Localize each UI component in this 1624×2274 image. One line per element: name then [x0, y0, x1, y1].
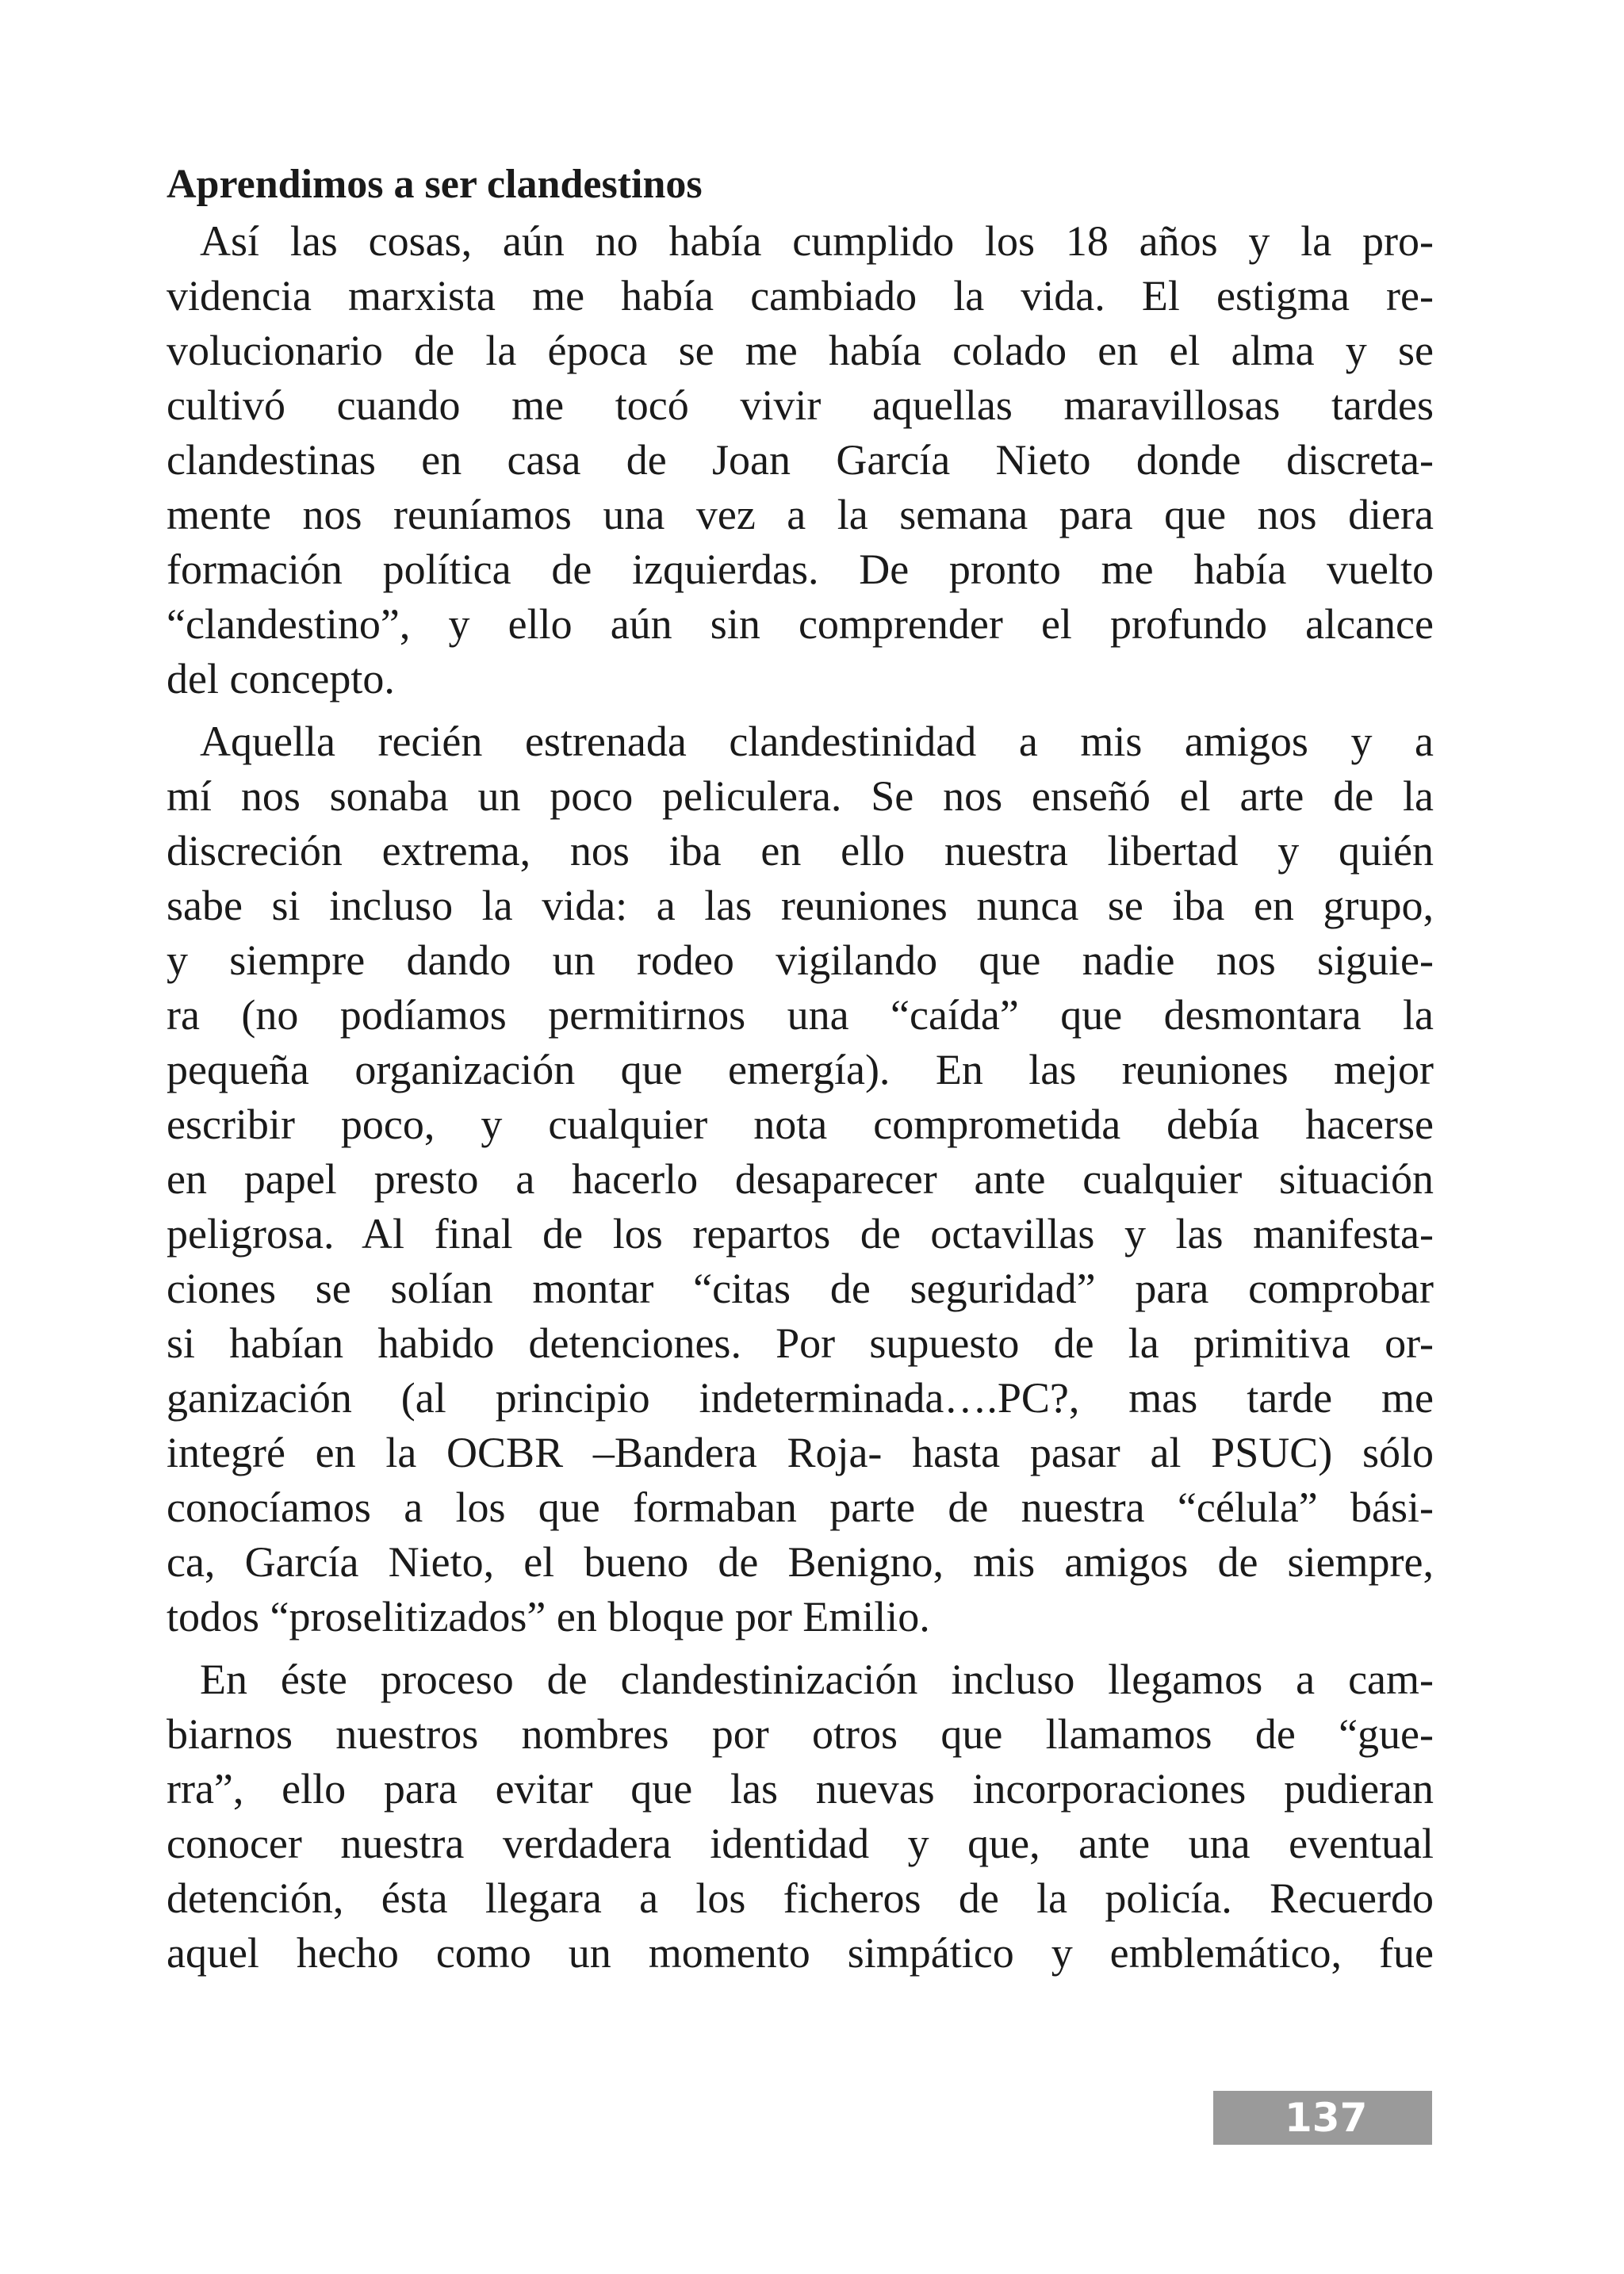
text-line: “clandestino”, y ello aún sin comprender el profundo alcance	[167, 600, 1434, 648]
text-line: volucionario de la época se me había colado en el alma y se	[167, 327, 1434, 374]
text-line: peligrosa. Al final de los repartos de octavillas y las manifesta-	[167, 1210, 1434, 1258]
paragraph-gap	[167, 706, 1434, 714]
paragraph-gap	[167, 1644, 1434, 1652]
text-line: biarnos nuestros nombres por otros que llamamos de “gue-	[167, 1710, 1434, 1758]
text-line: en papel presto a hacerlo desaparecer ante cualquier situación	[167, 1155, 1434, 1203]
text-line: escribir poco, y cualquier nota comprometida debía hacerse	[167, 1101, 1434, 1148]
text-line: conocíamos a los que formaban parte de nuestra “célula” bási-	[167, 1483, 1434, 1531]
text-line: y siempre dando un rodeo vigilando que nadie nos siguie-	[167, 936, 1434, 984]
text-line: todos “proselitizados” en bloque por Emilio.	[167, 1593, 930, 1640]
text-line: sabe si incluso la vida: a las reuniones nunca se iba en grupo,	[167, 882, 1434, 929]
text-line: clandestinas en casa de Joan García Nieto donde discreta-	[167, 436, 1434, 484]
text-line: cultivó cuando me tocó vivir aquellas maravillosas tardes	[167, 381, 1434, 429]
text-line: ganización (al principio indeterminada….PC?, mas tarde me	[167, 1374, 1434, 1422]
text-line: del concepto.	[167, 655, 395, 702]
text-line: Así las cosas, aún no había cumplido los 18 años y la pro-	[200, 217, 1434, 265]
text-line: ra (no podíamos permitirnos una “caída” que desmontara la	[167, 991, 1434, 1039]
text-line: ciones se solían montar “citas de seguridad” para comprobar	[167, 1265, 1434, 1312]
text-line: aquel hecho como un momento simpático y emblemático, fue	[167, 1929, 1434, 1977]
text-line: mente nos reuníamos una vez a la semana para que nos diera	[167, 491, 1434, 538]
paragraph-3	[167, 1652, 1434, 1981]
text-line: En éste proceso de clandestinización incluso llegamos a cam-	[200, 1656, 1434, 1703]
text-line: mí nos sonaba un poco peliculera. Se nos enseñó el arte de la	[167, 772, 1434, 820]
text-line: ca, García Nieto, el bueno de Benigno, mis amigos de siempre,	[167, 1538, 1434, 1586]
text-line: Aquella recién estrenada clandestinidad a mis amigos y a	[200, 718, 1434, 765]
text-line: rra”, ello para evitar que las nuevas incorporaciones pudieran	[167, 1765, 1434, 1813]
page-body	[167, 155, 1434, 1981]
text-line: si habían habido detenciones. Por supuesto de la primitiva or-	[167, 1319, 1434, 1367]
section-heading: Aprendimos a ser clandestinos	[167, 162, 703, 207]
text-line: videncia marxista me había cambiado la vida. El estigma re-	[167, 272, 1434, 320]
text-line: discreción extrema, nos iba en ello nuestra libertad y quién	[167, 827, 1434, 875]
paragraph-1	[167, 214, 1434, 706]
page-number: 137	[1285, 2095, 1368, 2141]
text-line: pequeña organización que emergía). En las reuniones mejor	[167, 1046, 1434, 1093]
text-line: conocer nuestra verdadera identidad y que, ante una eventual	[167, 1820, 1434, 1867]
text-line: integré en la OCBR –Bandera Roja- hasta pasar al PSUC) sólo	[167, 1429, 1434, 1476]
text-line: detención, ésta llegara a los ficheros de la policía. Recuerdo	[167, 1874, 1434, 1922]
text-line: formación política de izquierdas. De pronto me había vuelto	[167, 546, 1434, 593]
paragraph-2	[167, 714, 1434, 1644]
